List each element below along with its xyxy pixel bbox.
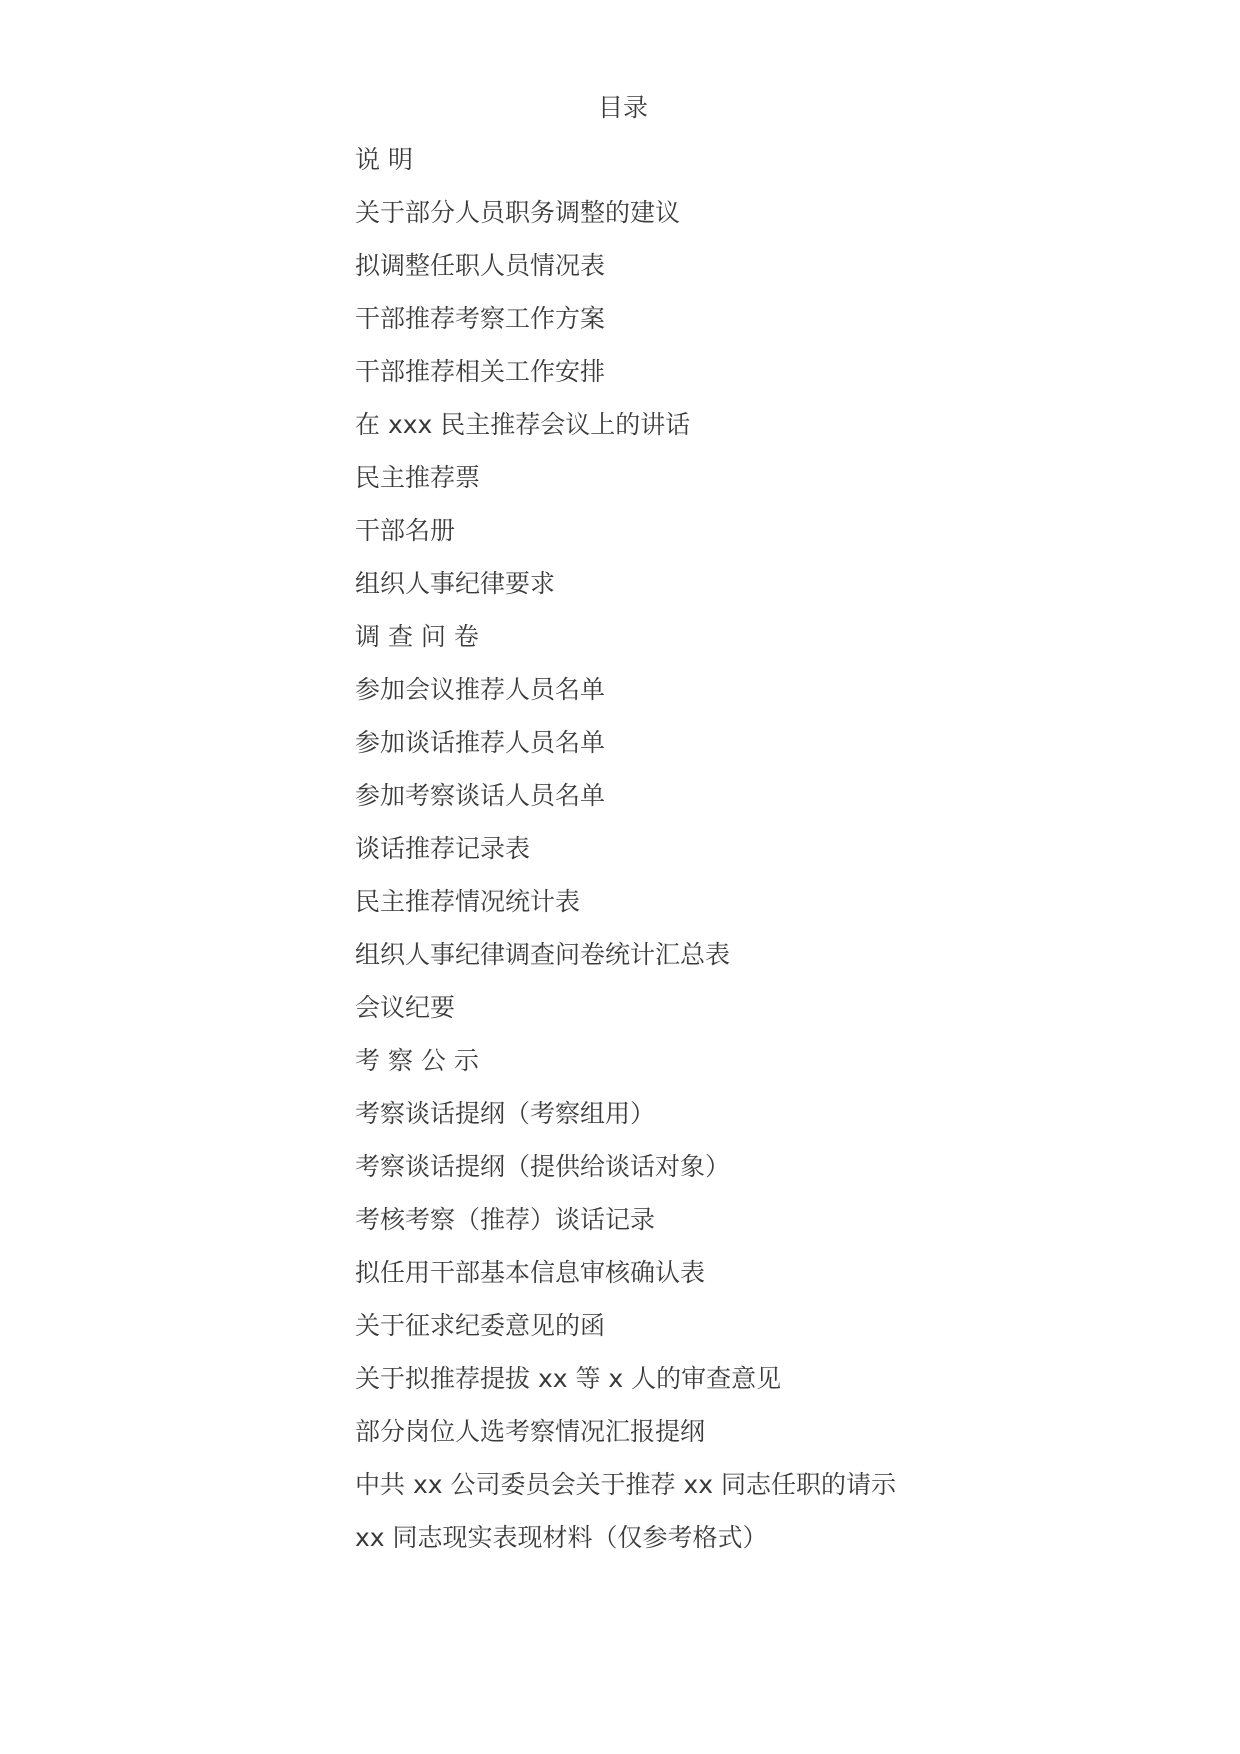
toc-item: 拟调整任职人员情况表 — [355, 251, 606, 280]
toc-item: 干部推荐考察工作方案 — [355, 304, 606, 333]
toc-item: xx 同志现实表现材料（仅参考格式） — [355, 1523, 768, 1552]
toc-item: 考察谈话提纲（考察组用） — [355, 1099, 656, 1128]
toc-item: 干部名册 — [355, 516, 456, 545]
toc-item: 关于征求纪委意见的函 — [355, 1311, 606, 1340]
toc-title: 目录 — [598, 93, 649, 122]
toc-item: 民主推荐票 — [355, 463, 481, 492]
toc-item: 参加会议推荐人员名单 — [355, 675, 606, 704]
toc-item: 干部推荐相关工作安排 — [355, 357, 606, 386]
toc-item: 关于拟推荐提拔 xx 等 x 人的审查意见 — [355, 1364, 782, 1393]
toc-list — [355, 143, 896, 1574]
toc-item: 参加考察谈话人员名单 — [355, 781, 606, 810]
toc-item: 考察谈话提纲（提供给谈话对象） — [355, 1152, 731, 1181]
toc-item: 组织人事纪律调查问卷统计汇总表 — [355, 940, 731, 969]
toc-item: 考核考察（推荐）谈话记录 — [355, 1205, 656, 1234]
toc-item: 考 察 公 示 — [355, 1046, 479, 1075]
toc-item: 调 查 问 卷 — [355, 622, 479, 651]
toc-item: 组织人事纪律要求 — [355, 569, 556, 598]
toc-item: 会议纪要 — [355, 993, 456, 1022]
toc-item: 民主推荐情况统计表 — [355, 887, 581, 916]
toc-item: 关于部分人员职务调整的建议 — [355, 198, 681, 227]
toc-item: 参加谈话推荐人员名单 — [355, 728, 606, 757]
toc-item: 在 xxx 民主推荐会议上的讲话 — [355, 410, 691, 439]
toc-item: 部分岗位人选考察情况汇报提纲 — [355, 1417, 706, 1446]
toc-item: 中共 xx 公司委员会关于推荐 xx 同志任职的请示 — [355, 1470, 896, 1499]
toc-item: 谈话推荐记录表 — [355, 834, 531, 863]
toc-item: 拟任用干部基本信息审核确认表 — [355, 1258, 706, 1287]
toc-item: 说 明 — [355, 145, 413, 174]
